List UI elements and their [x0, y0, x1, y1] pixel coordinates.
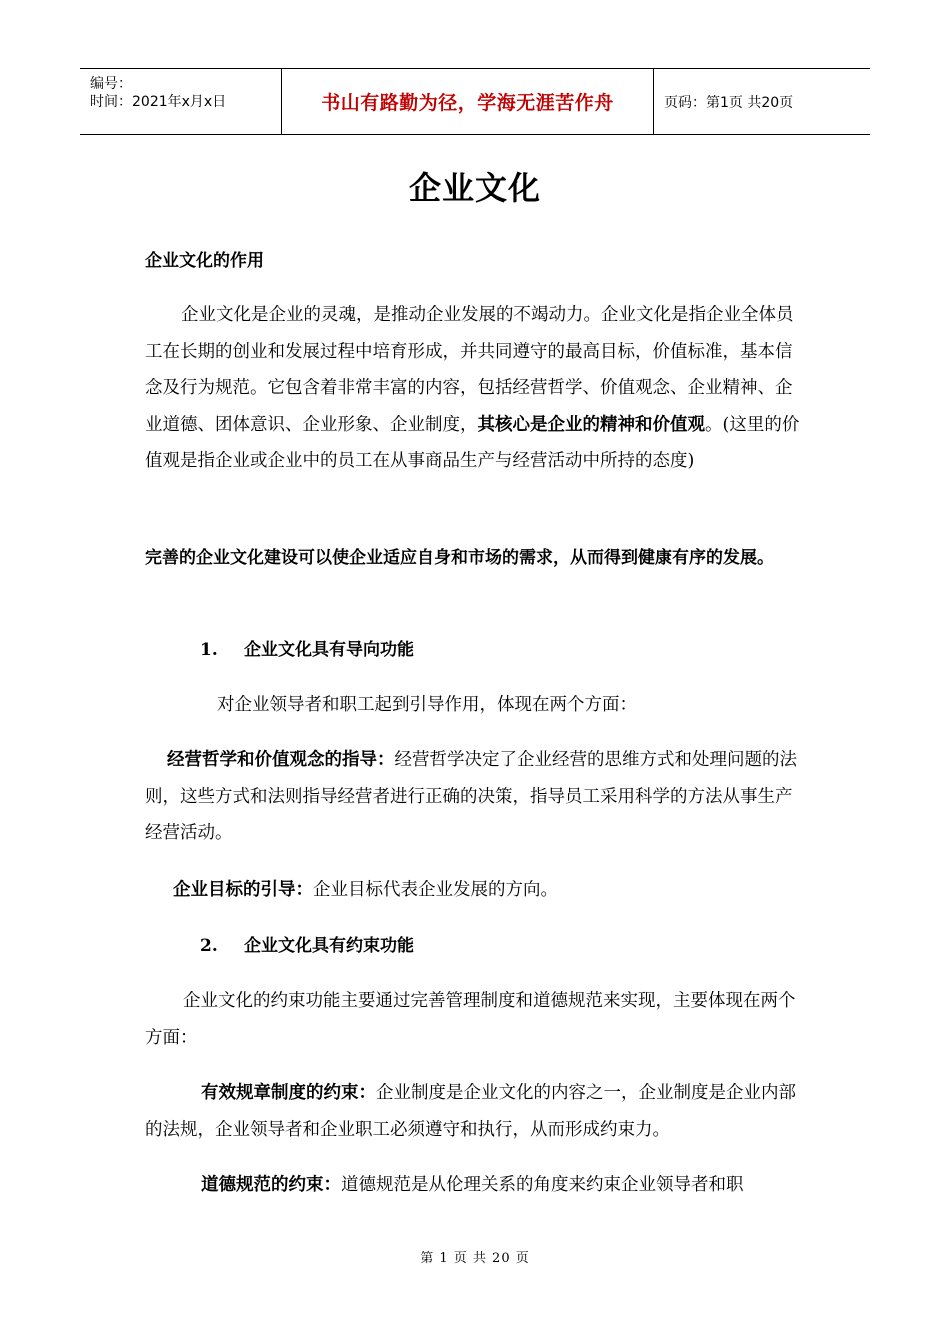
time-label: 时间：2021年x月x日 — [90, 94, 227, 110]
item1-intro: 对企业领导者和职工起到引导作用，体现在两个方面： — [217, 695, 637, 715]
item1-para2-bold: 企业目标的引导： — [173, 880, 313, 900]
intro-text: 企业文化是企业的灵魂，是推动企业发展的不竭动力。企业文化是指企业全体员工在长期的创业和发展过程中培育形成，并共同遵守的最高目标，价值标准，基本信念及行为规范。它包含着非常丰富的内容，包括经营哲学、价值观念、企业精神、企业道德、团体意识、企业形象、企业制度， — [145, 305, 794, 435]
item2-para1-text: 企业制度是企业文化的内容之一，企业制度是企业内部的法规，企业领导者和企业职工必须遵守和执行，从而形成约束力。 — [145, 1083, 796, 1140]
item1-para1 — [145, 742, 805, 852]
bold-statement: 完善的企业文化建设可以使企业适应自身和市场的需求，从而得到健康有序的发展。 — [145, 548, 774, 568]
item2-para2 — [145, 1167, 805, 1204]
page-info: 页码：第1页 共20页 — [664, 94, 794, 111]
item2-heading: 企业文化具有约束功能 — [244, 936, 414, 956]
document-title: 企业文化 — [408, 169, 541, 207]
item2-para2-text: 道德规范是从伦理关系的角度来约束企业领导者和职 — [341, 1175, 744, 1195]
header-page-cell — [654, 69, 870, 134]
item1-para2 — [145, 872, 805, 909]
motto: 书山有路勤为径，学海无涯苦作舟 — [321, 92, 614, 114]
item1-para1-bold: 经营哲学和价值观念的指导： — [167, 750, 395, 770]
number-label: 编号： — [90, 76, 132, 92]
item2-para1 — [145, 1075, 805, 1148]
header-meta-cell — [80, 69, 281, 134]
item2-number: 2. — [200, 936, 218, 956]
header-table — [80, 68, 870, 135]
intro-text-2: 。(这里的价值观是指企业或企业中的员工在从事商品生产与经营活动中所持的态度) — [145, 414, 800, 471]
item1-para2-text: 企业目标代表企业发展的方向。 — [313, 880, 558, 900]
item2-para1-bold: 有效规章制度的约束： — [201, 1083, 376, 1103]
page-footer: 第 1 页 共 20 页 — [420, 1251, 530, 1266]
section-heading: 企业文化的作用 — [145, 251, 264, 271]
intro-paragraph — [145, 297, 805, 480]
item1-heading: 企业文化具有导向功能 — [244, 640, 414, 660]
header-motto-cell — [281, 69, 654, 134]
item1-number: 1. — [200, 640, 218, 660]
item2-intro: 企业文化的约束功能主要通过完善管理制度和道德规范来实现，主要体现在两个方面： — [145, 991, 796, 1048]
intro-bold: 其核心是企业的精神和价值观 — [477, 414, 705, 435]
item1-para1-text: 经营哲学决定了企业经营的思维方式和处理问题的法则，这些方式和法则指导经营者进行正确的决策，指导员工采用科学的方法从事生产经营活动。 — [145, 750, 797, 843]
item2-para2-bold: 道德规范的约束： — [201, 1175, 341, 1195]
